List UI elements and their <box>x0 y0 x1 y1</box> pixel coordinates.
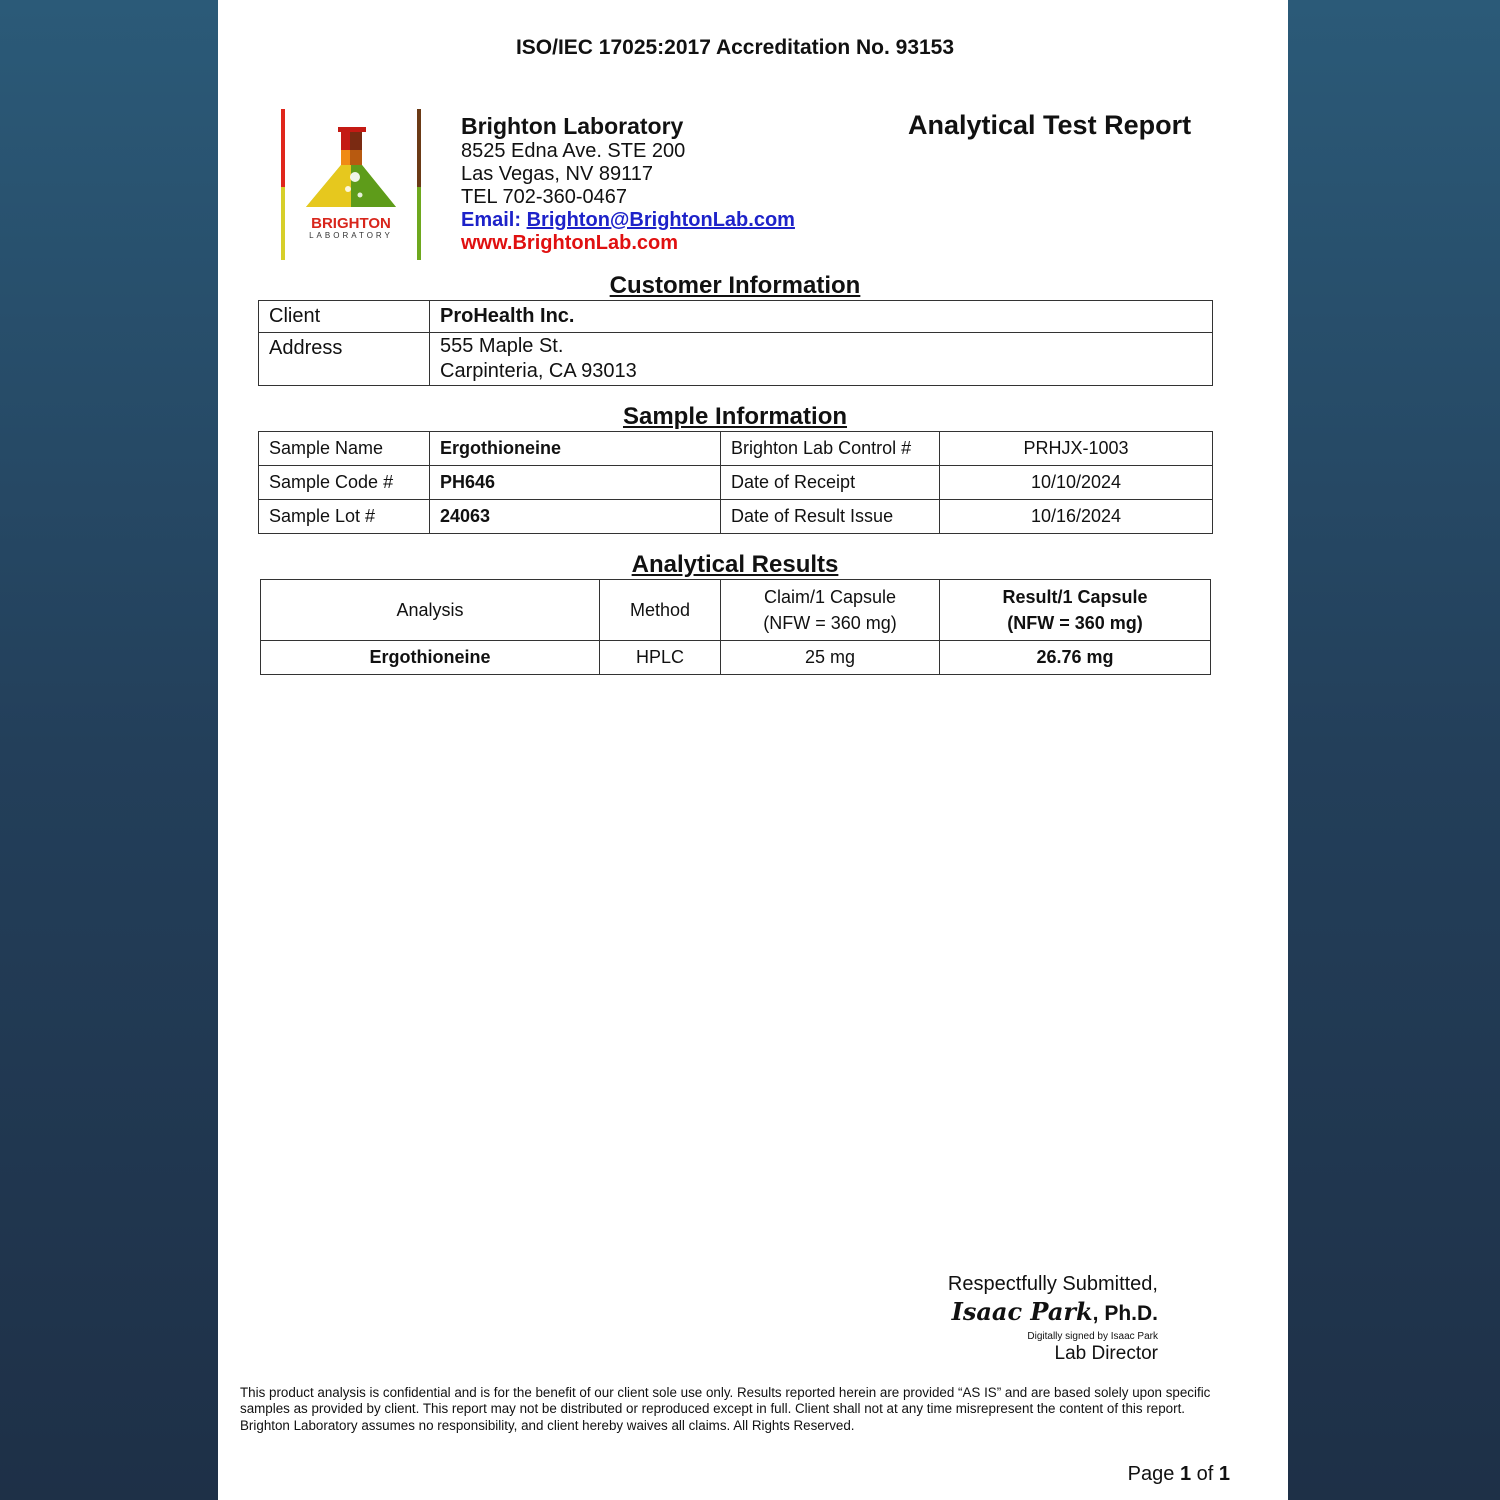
address-line-2: Carpinteria, CA 93013 <box>440 360 637 382</box>
disclaimer: This product analysis is confidential and is for the benefit of our client sole use only. Results reported herein are provided “AS IS” and are based solely upon specific samples as provided by client. This report may not be distributed or reproduced except in full. Client shall not at any time misrepresent the content of this report. Brighton Laboratory assumes no responsibility, and client hereby waives all claims. All Rights Reserved. <box>240 1385 1211 1433</box>
sample-lot-value: 24063 <box>430 500 721 534</box>
sample-code-value: PH646 <box>430 466 721 500</box>
sample-section-title: Sample Information <box>622 403 848 430</box>
method-header: Method <box>600 580 721 641</box>
table-row <box>259 500 1213 534</box>
result-header-line-1: Result/1 Capsule <box>1002 587 1148 607</box>
analysis-header: Analysis <box>261 580 600 641</box>
lab-address-1: 8525 Edna Ave. STE 200 <box>461 140 686 162</box>
report-title: Analytical Test Report <box>908 110 1192 140</box>
lab-telephone: TEL 702-360-0467 <box>461 186 628 208</box>
website-link[interactable]: www.BrightonLab.com <box>461 232 679 254</box>
analysis-value: Ergothioneine <box>261 641 600 675</box>
table-header-row <box>261 580 1211 641</box>
signature-name: Isaac Park <box>951 1297 1093 1326</box>
sample-code-label: Sample Code # <box>259 466 430 500</box>
receipt-date-label: Date of Receipt <box>721 466 940 500</box>
control-number-value: PRHJX-1003 <box>940 432 1213 466</box>
result-header-line-2: (NFW = 360 mg) <box>1007 613 1143 633</box>
claim-header <box>721 580 940 641</box>
page-total: 1 <box>1218 1463 1230 1485</box>
lab-email <box>461 209 795 232</box>
signatory-title: Lab Director <box>1054 1343 1158 1364</box>
email-link[interactable]: Brighton@BrightonLab.com <box>526 209 795 231</box>
sample-table <box>258 431 1213 534</box>
result-issue-date-value: 10/16/2024 <box>940 500 1213 534</box>
signature <box>878 1297 1158 1326</box>
claim-header-line-1: Claim/1 Capsule <box>763 587 897 607</box>
table-row <box>259 432 1213 466</box>
customer-section-title: Customer Information <box>609 272 861 299</box>
page-of: of <box>1196 1463 1214 1485</box>
page-number <box>1128 1463 1230 1486</box>
client-value: ProHealth Inc. <box>430 301 1213 333</box>
table-row <box>261 641 1211 675</box>
sample-name-label: Sample Name <box>259 432 430 466</box>
address-label: Address <box>259 333 430 386</box>
report-page <box>218 0 1288 1500</box>
page-prefix: Page <box>1127 1463 1175 1485</box>
client-label: Client <box>259 301 430 333</box>
lab-name: Brighton Laboratory <box>461 113 684 139</box>
signature-degree: , Ph.D. <box>1092 1302 1158 1325</box>
result-header <box>940 580 1211 641</box>
results-section-title: Analytical Results <box>631 551 839 578</box>
customer-table <box>258 300 1213 386</box>
result-value: 26.76 mg <box>940 641 1211 675</box>
address-line-1: 555 Maple St. <box>440 335 564 357</box>
logo-tagline: LABORATORY <box>309 231 393 240</box>
logo-name: BRIGHTON <box>311 215 391 232</box>
receipt-date-value: 10/10/2024 <box>940 466 1213 500</box>
results-table <box>260 579 1211 675</box>
brighton-logo <box>281 107 421 262</box>
claim-value: 25 mg <box>721 641 940 675</box>
address-value <box>430 333 1213 386</box>
table-row <box>259 301 1213 333</box>
lab-address-2: Las Vegas, NV 89117 <box>461 163 653 185</box>
table-row <box>259 466 1213 500</box>
respectfully-submitted: Respectfully Submitted, <box>947 1273 1158 1295</box>
accreditation-line: ISO/IEC 17025:2017 Accreditation No. 93153 <box>515 36 955 59</box>
result-issue-date-label: Date of Result Issue <box>721 500 940 534</box>
table-row <box>259 333 1213 386</box>
page-current: 1 <box>1179 1463 1192 1485</box>
method-value: HPLC <box>600 641 721 675</box>
claim-header-line-2: (NFW = 360 mg) <box>763 613 897 633</box>
sample-lot-label: Sample Lot # <box>259 500 430 534</box>
control-number-label: Brighton Lab Control # <box>721 432 940 466</box>
digital-signature-note: Digitally signed by Isaac Park <box>1027 1331 1158 1342</box>
email-label: Email: <box>461 209 522 231</box>
sample-name-value: Ergothioneine <box>430 432 721 466</box>
